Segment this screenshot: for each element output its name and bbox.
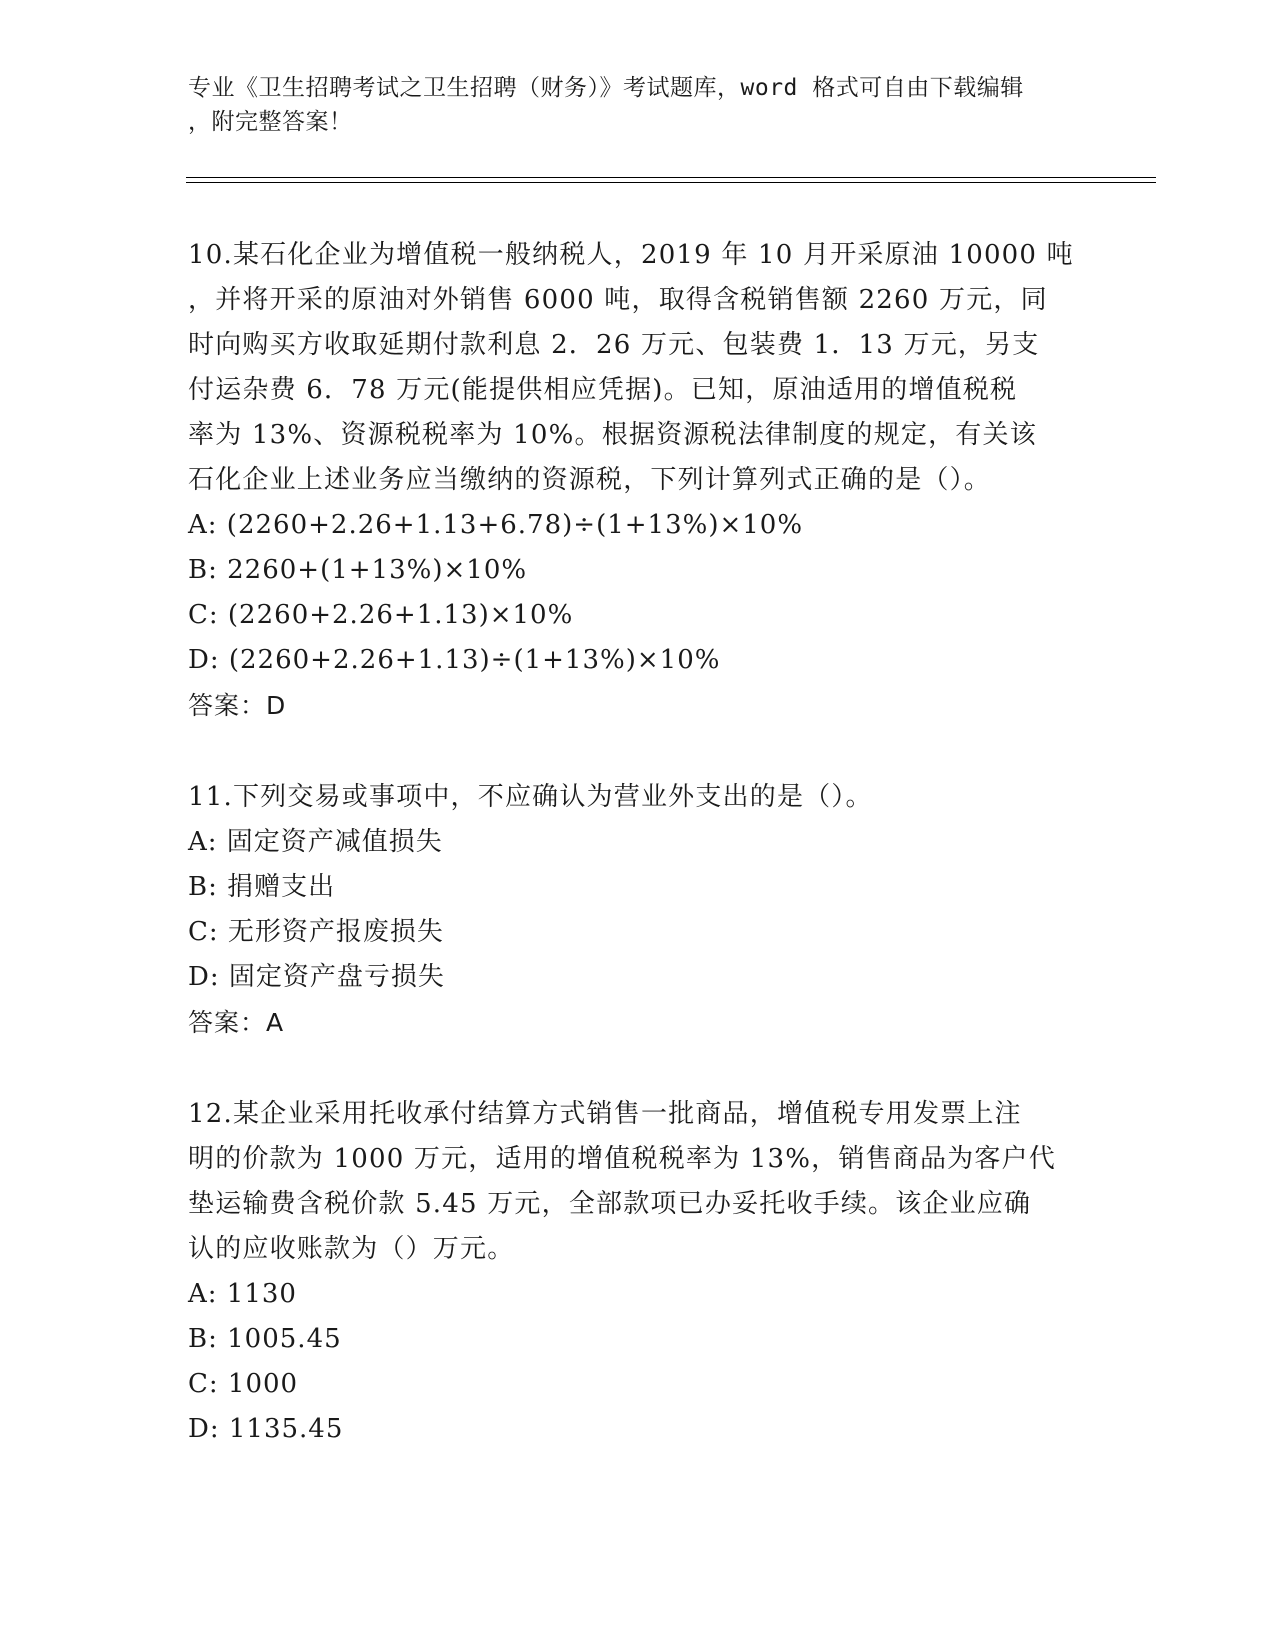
- option-d: D: 1135.45: [188, 1414, 344, 1444]
- option-c: C: 无形资产报废损失: [188, 917, 444, 947]
- question-text-line: 垫运输费含税价款 5.45 万元，全部款项已办妥托收手续。该企业应确: [188, 1189, 1032, 1219]
- option-d: D: 固定资产盘亏损失: [188, 962, 445, 992]
- question-text-line: 10.某石化企业为增值税一般纳税人，2019 年 10 月开采原油 10000 吨: [188, 240, 1074, 270]
- answer-label: 答案：D: [188, 691, 287, 720]
- option-b: B: 1005.45: [188, 1324, 342, 1354]
- question-text-line: 认的应收账款为（）万元。: [188, 1234, 515, 1264]
- header-title-line-1: 专业《卫生招聘考试之卫生招聘（财务）》考试题库，word 格式可自由下载编辑: [188, 75, 1024, 101]
- option-b: B: 2260+(1+13%)×10%: [188, 555, 528, 585]
- question-text-line: 石化企业上述业务应当缴纳的资源税，下列计算列式正确的是（）。: [188, 465, 992, 495]
- header-divider-top: [186, 177, 1156, 178]
- header-title-line-2: ，附完整答案！: [188, 109, 353, 135]
- question-text-line: 12.某企业采用托收承付结算方式销售一批商品，增值税专用发票上注: [188, 1099, 1022, 1129]
- header-divider-bottom: [186, 182, 1156, 183]
- question-11: [188, 775, 1088, 1045]
- question-text-line: ，并将开采的原油对外销售 6000 吨，取得含税销售额 2260 万元，同: [188, 285, 1048, 315]
- option-a: A: 固定资产减值损失: [188, 827, 443, 857]
- question-text-line: 明的价款为 1000 万元，适用的增值税税率为 13%，销售商品为客户代: [188, 1144, 1056, 1174]
- option-c: C: (2260+2.26+1.13)×10%: [188, 600, 574, 630]
- option-c: C: 1000: [188, 1369, 299, 1399]
- option-a: A: 1130: [188, 1279, 297, 1309]
- option-d: D: (2260+2.26+1.13)÷(1+13%)×10%: [188, 645, 721, 675]
- question-10: [188, 233, 1088, 728]
- question-text-line: 11.下列交易或事项中，不应确认为营业外支出的是（）。: [188, 782, 873, 812]
- question-text-line: 时向购买方收取延期付款利息 2．26 万元、包装费 1．13 万元，另支: [188, 330, 1040, 360]
- question-12: [188, 1092, 1088, 1452]
- question-text-line: 付运杂费 6．78 万元(能提供相应凭据)。已知，原油适用的增值税税: [188, 375, 1018, 405]
- option-b: B: 捐赠支出: [188, 872, 336, 902]
- answer-label: 答案：A: [188, 1008, 285, 1037]
- question-text-line: 率为 13%、资源税税率为 10%。根据资源税法律制度的规定，有关该: [188, 420, 1037, 450]
- option-a: A: (2260+2.26+1.13+6.78)÷(1+13%)×10%: [188, 510, 804, 540]
